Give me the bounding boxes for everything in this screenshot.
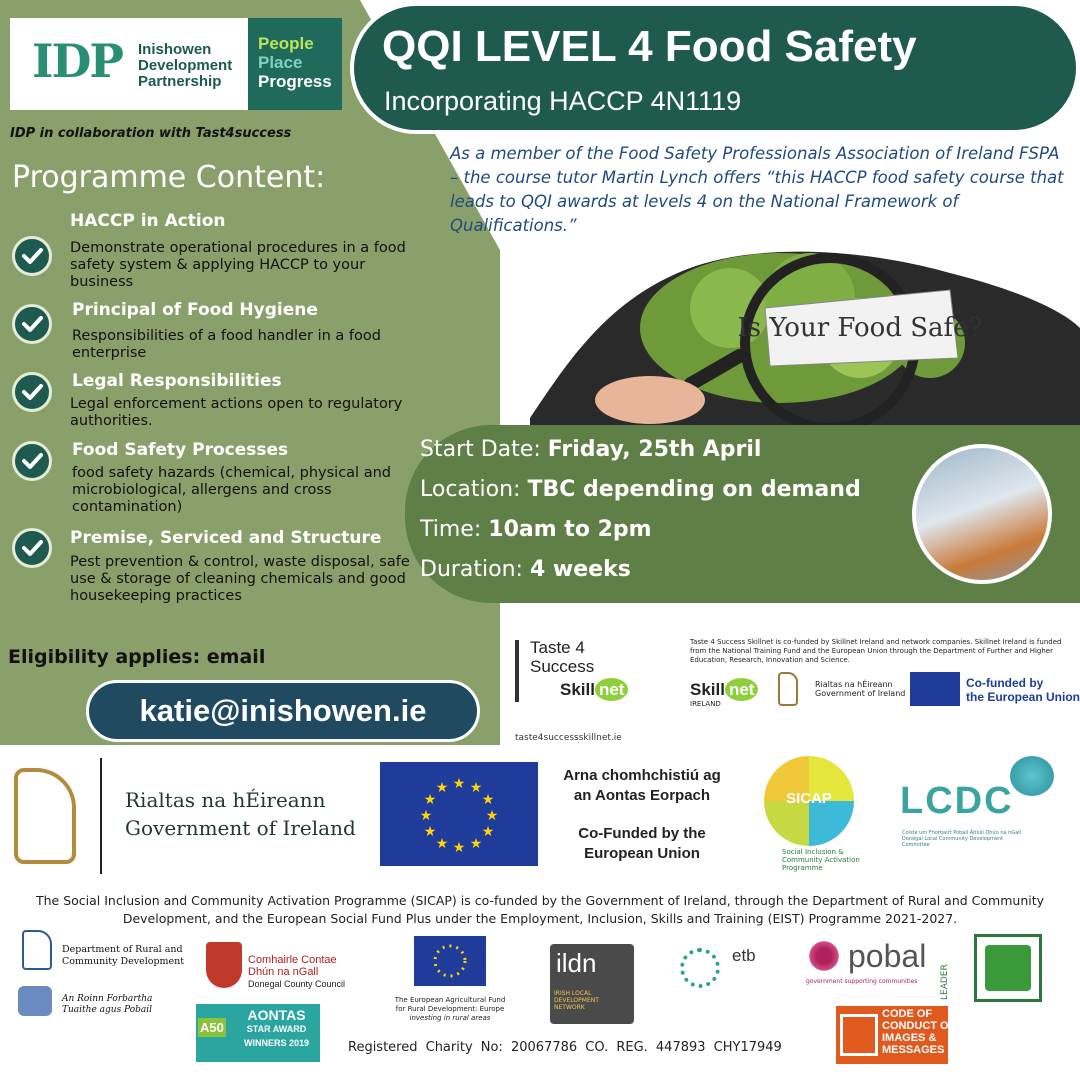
divider — [100, 758, 102, 874]
council-logo: Comhairle Contae Dhún na nGall Donegal County Council — [248, 954, 346, 989]
council-crest-icon — [206, 942, 242, 988]
pobal-sub: government supporting communities — [806, 978, 918, 985]
page-title: QQI LEVEL 4 Food Safety — [382, 22, 917, 71]
skillnet-ireland-sub: IRELAND — [690, 700, 721, 708]
duration: Duration: 4 weeks — [420, 557, 631, 582]
code-of-conduct-text: CODE OF CONDUCT ON IMAGES & MESSAGES — [882, 1008, 957, 1056]
section-title: Food Safety Processes — [72, 440, 289, 460]
eu-flag-icon — [414, 936, 486, 986]
section-title: HACCP in Action — [70, 211, 226, 231]
svg-text:★: ★ — [423, 792, 437, 808]
eu-cofunded-small: Co-funded by the European Union — [966, 676, 1080, 704]
food-safe-sign: Is Your Food Safe? — [737, 313, 983, 343]
svg-text:★: ★ — [435, 836, 449, 852]
a50-badge: A50 — [200, 1020, 224, 1035]
section-body: Demonstrate operational procedures in a food safety system & applying HACCP to your business — [70, 240, 406, 290]
leader-logo — [974, 934, 1042, 1002]
sicap-logo-text: SICAP — [786, 790, 832, 807]
gov-ireland-logo: Rialtas na hÉireann Government of Ireland — [125, 788, 356, 840]
aontas-award-text: AONTAS STAR AWARD WINNERS 2019 — [244, 1007, 310, 1048]
drcd-logo: Department of Rural and Community Development — [62, 944, 185, 967]
lcdc-sub: Coiste um Fhorbairt Pobail Áitiúil Dhún na nGall Donegal Local Community Development Committee — [902, 830, 1022, 848]
svg-text:★: ★ — [485, 808, 499, 824]
image-frame-icon — [840, 1014, 878, 1056]
ildn-logo-text: ildn — [556, 948, 597, 978]
section-body: Legal enforcement actions open to regulatory authorities. — [70, 396, 403, 429]
drcd-irish-icon — [18, 986, 52, 1016]
harp-icon — [22, 930, 52, 970]
leader-text: LEADER — [940, 964, 950, 1000]
pobal-icon — [806, 940, 842, 972]
check-icon — [12, 372, 52, 412]
gov-ireland-small: Rialtas na hÉireann Government of Ireland — [815, 680, 906, 698]
svg-text:★: ★ — [469, 836, 483, 852]
registration-info: Registered Charity No: 20067786 CO. REG. 447893 CHY17949 — [348, 1040, 782, 1055]
check-icon — [12, 236, 52, 276]
time: Time: 10am to 2pm — [420, 517, 652, 542]
svg-text:★: ★ — [481, 792, 495, 808]
section-title: Principal of Food Hygiene — [72, 300, 318, 320]
skillnet-website[interactable]: taste4successskillnet.ie — [515, 733, 622, 743]
food-safety-image — [530, 238, 1080, 430]
section-title: Premise, Serviced and Structure — [70, 528, 382, 548]
svg-text:★: ★ — [435, 780, 449, 796]
tutor-quote: As a member of the Food Safety Professionals Association of Ireland FSPA – the course tutor Martin Lynch offers “this HACCP food safety course that leads to QQI awards at levels 4 on the National Framework of Qualifications.” — [450, 144, 1064, 235]
idp-logo-name: Inishowen Development Partnership — [138, 41, 233, 90]
idp-logo-mark: IDP — [32, 34, 122, 88]
section-title: Legal Responsibilities — [72, 371, 282, 391]
eu-cofunded-irish: Arna chomhchistiú ag an Aontas Eorpach — [563, 767, 721, 804]
check-icon — [12, 528, 52, 568]
check-icon — [12, 304, 52, 344]
drcd-irish-text: An Roinn Forbartha Tuaithe agus Pobail — [62, 994, 153, 1015]
skillnet-logo: Skill net — [560, 680, 628, 700]
eu-flag-icon — [380, 762, 538, 866]
contact-email[interactable]: katie@inishowen.ie — [86, 680, 480, 742]
section-body: food safety hazards (chemical, physical and microbiological, allergens and cross contamination) — [72, 465, 391, 515]
start-date: Start Date: Friday, 25th April — [420, 437, 762, 462]
section-body: Pest prevention & control, waste disposal, safe use & storage of cleaning chemicals and good housekeeping practices — [70, 554, 410, 604]
eafrd-logo: The European Agricultural Fund for Rural Development: Europe investing in rural areas — [394, 996, 506, 1022]
taste4success-bar — [515, 640, 519, 702]
svg-text:★: ★ — [481, 824, 495, 840]
section-body: Responsibilities of a food handler in a food enterprise — [72, 328, 381, 361]
svg-text:★: ★ — [423, 824, 437, 840]
svg-text:★: ★ — [452, 840, 466, 856]
harp-icon — [14, 768, 76, 864]
eligibility-note: Eligibility applies: email — [8, 646, 266, 668]
programme-heading: Programme Content: — [12, 160, 326, 195]
collaboration-note: IDP in collaboration with Tast4success — [10, 126, 292, 141]
harp-icon — [778, 672, 798, 706]
etb-logo: etb — [732, 946, 756, 965]
location: Location: TBC depending on demand — [420, 477, 861, 502]
eu-cofunded-english: Co-Funded by the European Union — [578, 825, 706, 862]
ildn-sub: IRISH LOCAL DEVELOPMENT NETWORK — [554, 990, 599, 1011]
etb-icon — [680, 948, 720, 988]
skillnet-ireland-logo: Skill net — [690, 680, 758, 700]
svg-text:★: ★ — [469, 780, 483, 796]
eu-flag-icon — [910, 672, 960, 706]
svg-text:★: ★ — [452, 776, 466, 792]
check-icon — [12, 441, 52, 481]
taste4success-logo: Taste 4 Success — [530, 638, 595, 676]
lcdc-logo: LCDC — [900, 780, 1014, 822]
svg-text:★: ★ — [419, 808, 433, 824]
page-subtitle: Incorporating HACCP 4N1119 — [384, 86, 742, 116]
skillnet-funding-note: Taste 4 Success Skillnet is co-funded by Skillnet Ireland and network companies. Skillnet Ireland is funded from the National Training Fund and the European Union through the Department of Further and Higher Education, Research, Innovation and Science. — [690, 638, 1062, 664]
pobal-logo: pobal — [848, 938, 927, 974]
tree-icon — [1010, 756, 1054, 796]
handwashing-photo — [912, 444, 1052, 584]
idp-tagline: People Place Progress — [248, 18, 342, 110]
sicap-sub: Social Inclusion & Community Activation Programme — [782, 848, 860, 872]
sicap-statement: The Social Inclusion and Community Activation Programme (SICAP) is co-funded by the Government of Ireland, through the Department of Rural and Community Development, and the European Social Fund Plus under the Employment, Inclusion, Skills and Training (EIST) Programme 2021-2027. — [35, 893, 1045, 926]
